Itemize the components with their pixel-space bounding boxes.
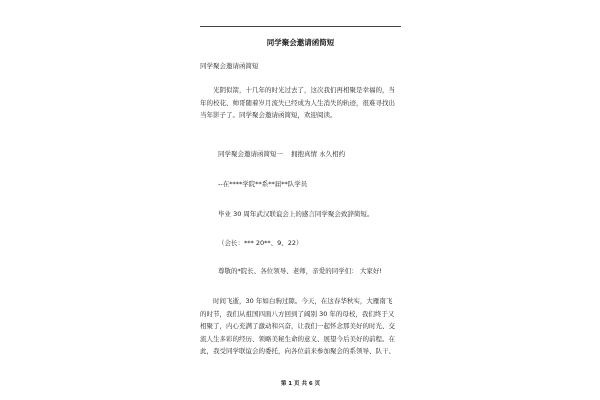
paragraph-line: 的时节，我们从祖国四面八方回到了阔别 30 年的母校，我们终于又 <box>200 309 395 318</box>
paragraph-line: 相聚了，内心充满了激动和兴奋，让我们一起怀念那美好的时光、交 <box>200 322 395 330</box>
paragraph-line: 此，我受同学联谊会的委托，向各位前来参加聚会的系领导、队干、 <box>200 347 395 355</box>
body-paragraph <box>200 295 405 358</box>
info-line: --在****学院**系**届**队学员 <box>218 180 308 188</box>
section-heading-slogan: 拥抱真情 永久相约 <box>291 150 346 158</box>
document-title: 同学聚会邀请函简短 <box>266 38 335 47</box>
paragraph-line: 时间飞逝，30 年如白驹过隙。今天，在这春华秋实，大雁南飞 <box>213 297 393 305</box>
paragraph-line: 当年影子了。同学聚会邀请函简短，欢迎阅读。 <box>200 111 337 119</box>
paragraph-line: 流人生多彩的经历、领略美秘生命的意义、展望今后美好的前程。在 <box>200 334 395 343</box>
intro-paragraph <box>200 84 405 122</box>
paragraph-line: 光阴似箭，十几年的时光过去了，这次我们再相聚是幸福的，当 <box>213 86 395 94</box>
speech-line: 毕业 30 周年武汉联谊会上的感言同学聚会致辞简短。 <box>218 210 374 218</box>
header-rule <box>200 26 401 27</box>
document-subtitle: 同学聚会邀请函简短 <box>200 62 259 70</box>
greeting-line: 尊敬的*院长、各位领导、老师，亲爱的同学们： 大家好! <box>218 267 382 275</box>
section-heading <box>218 148 423 161</box>
date-line: （会长：*** 20**、9、22） <box>218 239 303 247</box>
paragraph-line: 年的校花、帅哥随着岁月流失已经成为人生消失的轨迹，很难寻找出 <box>200 98 395 107</box>
page-footer: 第 1 页 共 6 页 <box>280 381 321 387</box>
section-heading-label: 同学聚会邀请函简短一 <box>218 150 283 158</box>
